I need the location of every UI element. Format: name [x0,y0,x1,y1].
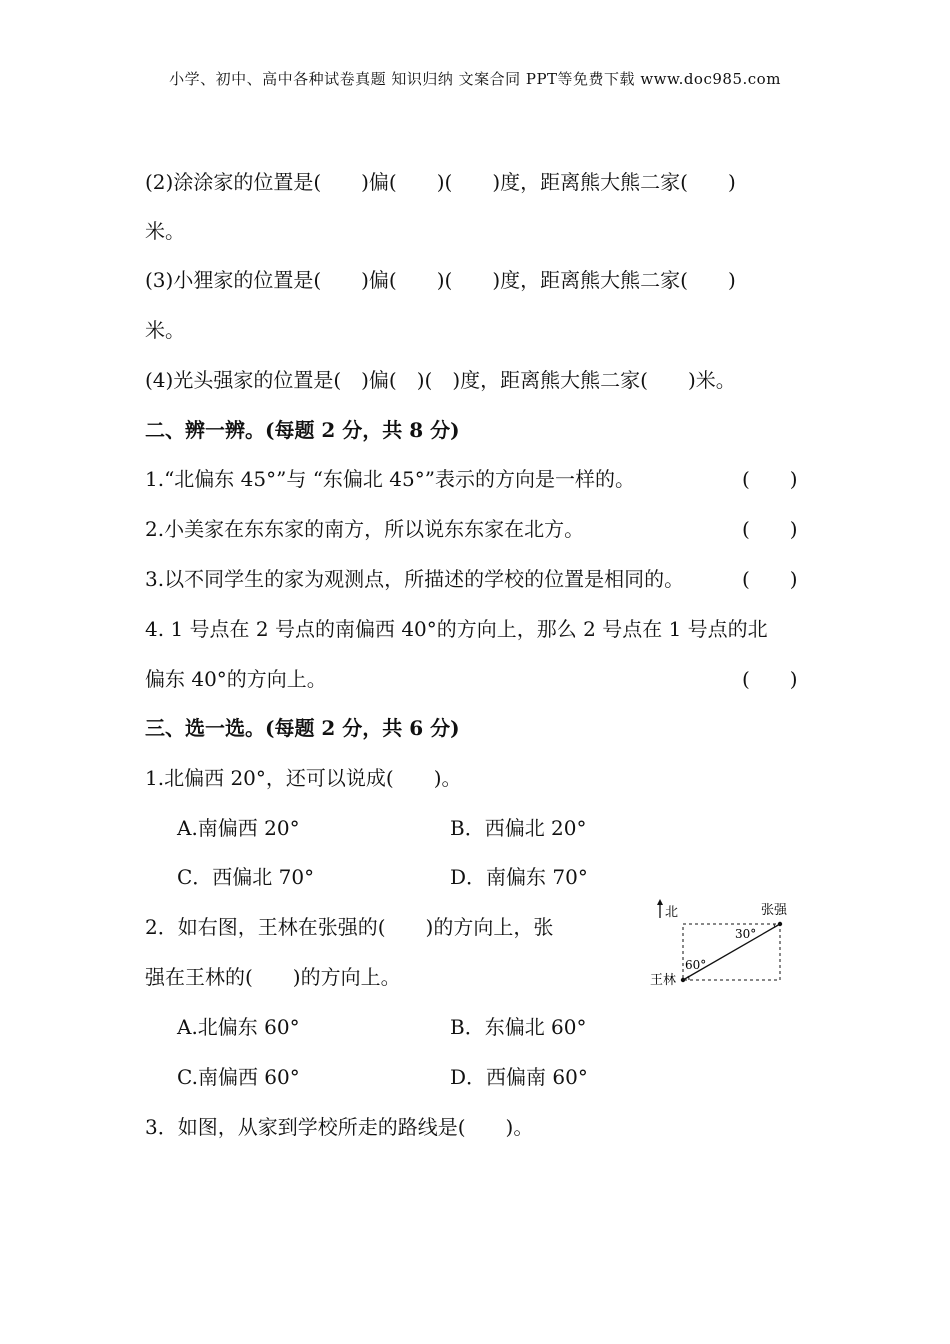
q3-line2: 米。 [145,318,185,342]
north-label: 北 [665,905,679,920]
choice-q1-stem: 1.北偏西 20°，还可以说成( )。 [145,766,462,790]
north-arrow-icon [657,899,663,918]
choice-q1-option-c: C．西偏北 70° [177,865,315,889]
wanglin-point [681,978,685,982]
zhangqiang-label: 张强 [761,903,788,918]
answer-paren-1: ( ) [742,467,798,491]
judge-item-4-line1: 4. 1 号点在 2 号点的南偏西 40°的方向上，那么 2 号点在 1 号点的北 [145,617,768,641]
angle-60-label: 60° [685,958,707,972]
section-3-title: 三、选一选。(每题 2 分，共 6 分) [145,716,460,740]
choice-q2-stem-line2: 强在王林的( )的方向上。 [145,965,401,989]
site-header: 小学、初中、高中各种试卷真题 知识归纳 文案合同 PPT等免费下载 www.doc985.com [169,70,781,88]
angle-30-label: 30° [735,927,757,941]
answer-paren-3: ( ) [742,567,798,591]
section-2-title: 二、辨一辨。(每题 2 分，共 8 分) [145,418,460,442]
zhangqiang-point [778,922,782,926]
answer-paren-4: ( ) [742,667,798,691]
judge-item-3: 3.以不同学生的家为观测点，所描述的学校的位置是相同的。 [145,567,685,591]
choice-q1-option-a: A.南偏西 20° [177,816,300,840]
q2-line2: 米。 [145,219,185,243]
choice-q2-stem-line1: 2．如右图，王林在张强的( )的方向上，张 [145,915,554,939]
q3-line1: (3)小狸家的位置是( )偏( )( )度，距离熊大熊二家( ) [145,268,736,292]
direction-figure [648,896,808,991]
choice-q2-option-c: C.南偏西 60° [177,1065,300,1089]
q2-line1: (2)涂涂家的位置是( )偏( )( )度，距离熊大熊二家( ) [145,170,736,194]
choice-q3-stem: 3．如图，从家到学校所走的路线是( )。 [145,1115,534,1139]
choice-q1-option-d: D．南偏东 70° [450,865,588,889]
judge-item-4-line2: 偏东 40°的方向上。 [145,667,327,691]
choice-q1-option-b: B．西偏北 20° [450,816,587,840]
wanglin-label: 王林 [650,973,677,988]
q4-line1: (4)光头强家的位置是( )偏( )( )度，距离熊大熊二家( )米。 [145,368,736,392]
choice-q2-option-d: D．西偏南 60° [450,1065,588,1089]
judge-item-2: 2.小美家在东东家的南方，所以说东东家在北方。 [145,517,585,541]
judge-item-1: 1.“北偏东 45°”与 “东偏北 45°”表示的方向是一样的。 [145,467,635,491]
choice-q2-option-a: A.北偏东 60° [177,1015,300,1039]
angle-arc-bottom [688,976,689,980]
answer-paren-2: ( ) [742,517,798,541]
choice-q2-option-b: B．东偏北 60° [450,1015,587,1039]
